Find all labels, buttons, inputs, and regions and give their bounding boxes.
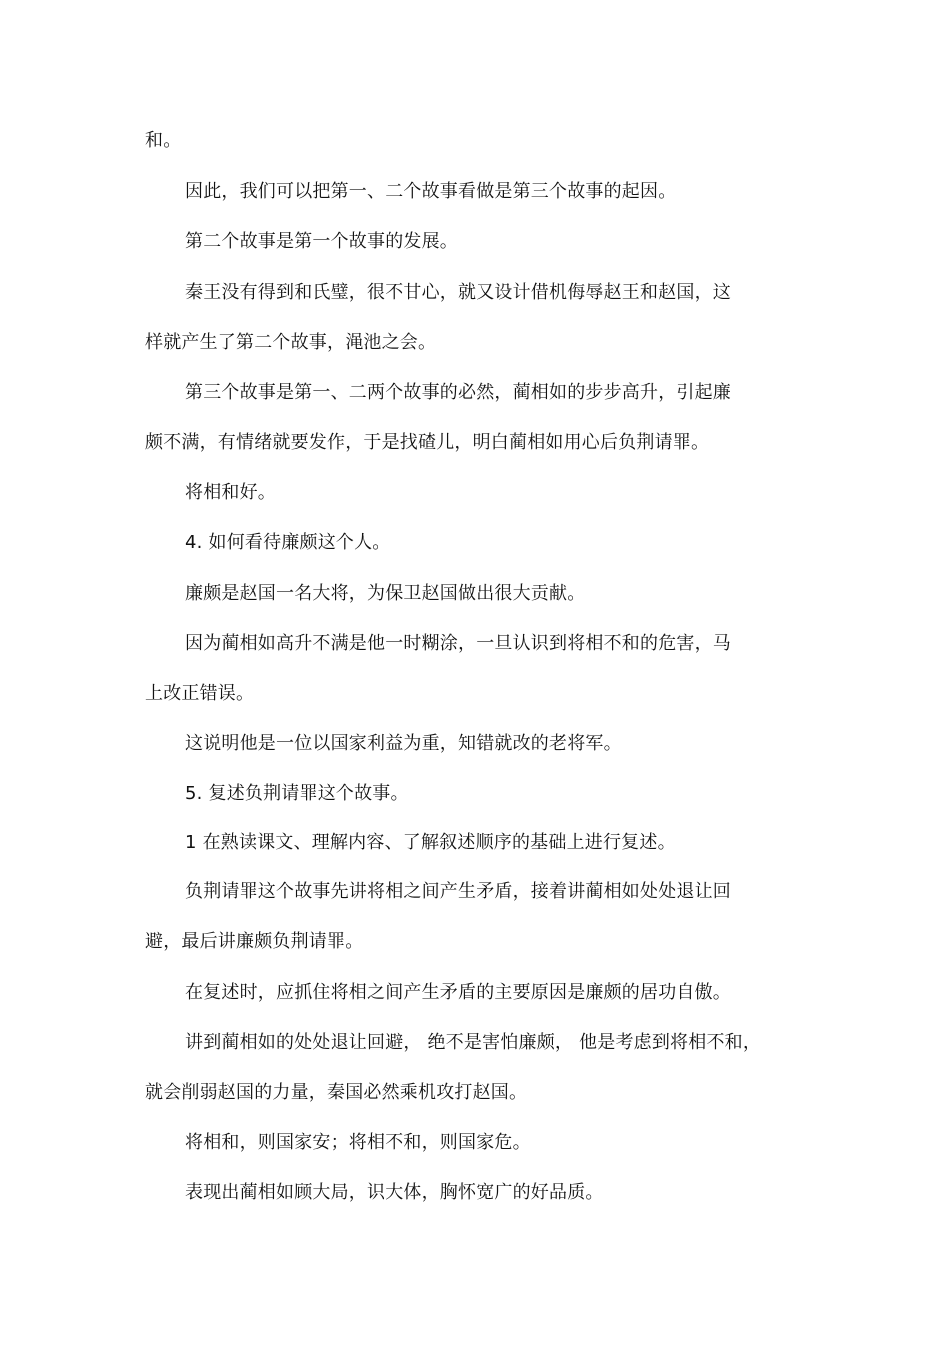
text-line: 在复述时，应抓住将相之间产生矛盾的主要原因是廉颇的居功自傲。 <box>185 982 731 1003</box>
text-line: 颇不满，有情绪就要发作，于是找碴儿，明白蔺相如用心后负荆请罪。 <box>145 432 710 453</box>
text-line: 这说明他是一位以国家利益为重，知错就改的老将军。 <box>185 733 622 754</box>
text-line: 5. 复述负荆请罪这个故事。 <box>185 783 409 804</box>
text-line: 表现出蔺相如顾大局，识大体，胸怀宽广的好品质。 <box>185 1182 604 1203</box>
text-line: 就会削弱赵国的力量，秦国必然乘机攻打赵国。 <box>145 1082 528 1103</box>
text-line: 1 在熟读课文、理解内容、了解叙述顺序的基础上进行复述。 <box>185 832 676 853</box>
text-line: 第三个故事是第一、二两个故事的必然，蔺相如的步步高升，引起廉 <box>185 382 731 403</box>
text-line: 秦王没有得到和氏璧，很不甘心，就又设计借机侮辱赵王和赵国，这 <box>185 282 731 303</box>
text-line: 廉颇是赵国一名大将，为保卫赵国做出很大贡献。 <box>185 583 586 604</box>
text-line: 上改正错误。 <box>145 683 255 704</box>
text-line: 第二个故事是第一个故事的发展。 <box>185 231 458 252</box>
text-line: 因为蔺相如高升不满是他一时糊涂，一旦认识到将相不和的危害，马 <box>185 633 731 654</box>
text-line: 将相和好。 <box>185 482 276 503</box>
text-line: 4. 如何看待廉颇这个人。 <box>185 532 391 553</box>
text-line: 讲到蔺相如的处处退让回避， 绝不是害怕廉颇， 他是考虑到将相不和， <box>185 1032 762 1053</box>
text-line: 因此，我们可以把第一、二个故事看做是第三个故事的起因。 <box>185 181 677 202</box>
text-line: 样就产生了第二个故事，渑池之会。 <box>145 332 437 353</box>
text-line: 避，最后讲廉颇负荆请罪。 <box>145 931 364 952</box>
text-line: 将相和，则国家安；将相不和，则国家危。 <box>185 1132 531 1153</box>
text-line: 和。 <box>145 130 182 151</box>
text-line: 负荆请罪这个故事先讲将相之间产生矛盾，接着讲蔺相如处处退让回 <box>185 881 731 902</box>
